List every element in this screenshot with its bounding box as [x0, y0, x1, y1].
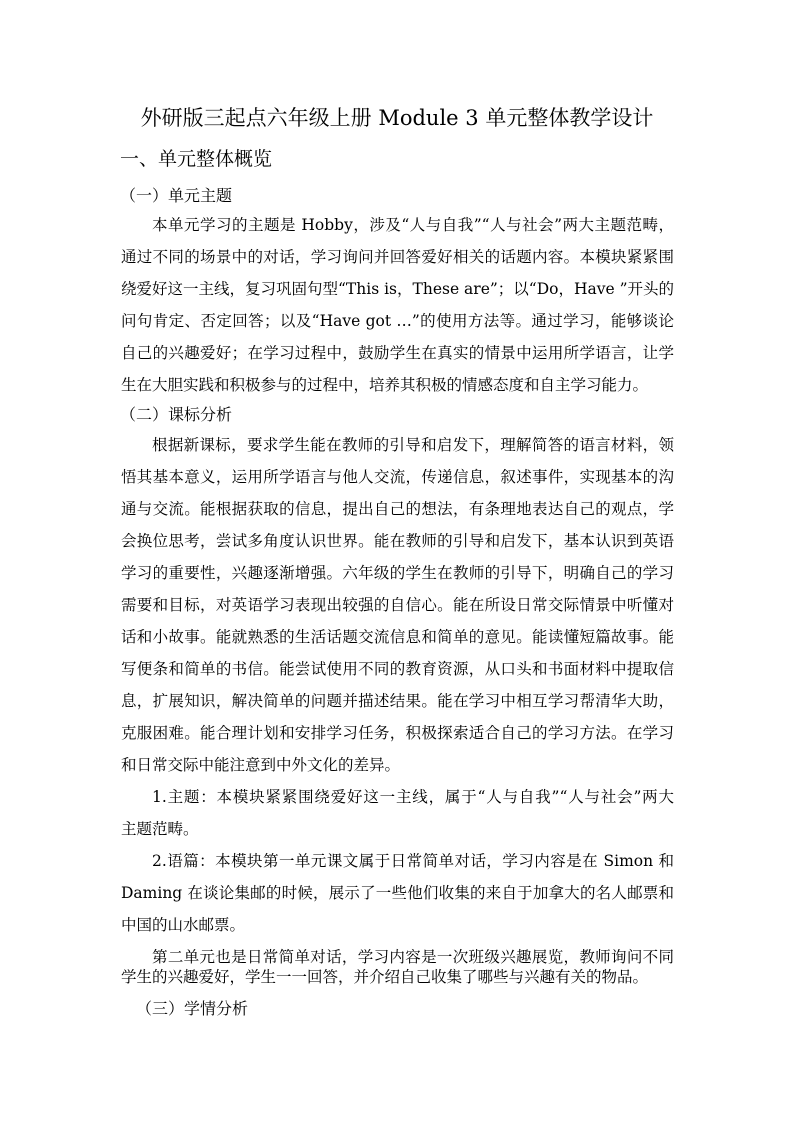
paragraph-line: 本单元学习的主题是 Hobby，涉及“人与自我”“人与社会”两大主题范畴， — [152, 216, 674, 234]
subsection-heading-curriculum: （二）课标分析 — [120, 405, 233, 424]
paragraph-line: 会换位思考，尝试多角度认识世界。能在教师的引导和启发下，基本认识到英语 — [121, 532, 674, 550]
paragraph-line: 主题范畴。 — [121, 820, 199, 838]
paragraph-line: 话和小故事。能就熟悉的生活话题交流信息和简单的意见。能读懂短篇故事。能 — [121, 628, 674, 646]
paragraph-line: 学生的兴趣爱好，学生一一回答，并介绍自己收集了哪些与兴趣有关的物品。 — [121, 968, 649, 986]
paragraph-line: 生在大胆实践和积极参与的过程中，培养其积极的情感态度和自主学习能力。 — [121, 376, 649, 394]
paragraph-line: 1.主题：本模块紧紧围绕爱好这一主线，属于“人与自我”“人与社会”两大 — [152, 788, 674, 806]
paragraph-line: 中国的山水邮票。 — [121, 916, 246, 934]
paragraph-line: 根据新课标，要求学生能在教师的引导和启发下，理解简答的语言材料，领 — [152, 436, 674, 454]
paragraph-line: 自己的兴趣爱好；在学习过程中，鼓励学生在真实的情景中运用所学语言，让学 — [121, 344, 674, 362]
paragraph-line: 第二单元也是日常简单对话，学习内容是一次班级兴趣展览，教师询问不同 — [152, 948, 674, 966]
paragraph-line: 克服困难。能合理计划和安排学习任务，积极探索适合自己的学习方法。在学习 — [121, 724, 674, 742]
subsection-heading-theme: （一）单元主题 — [120, 186, 233, 205]
paragraph-line: Daming 在谈论集邮的时候，展示了一些他们收集的来自于加拿大的名人邮票和 — [121, 884, 674, 902]
paragraph-line: 息，扩展知识，解决简单的问题并描述结果。能在学习中相互学习帮清华大助， — [121, 692, 674, 710]
paragraph-line: 通过不同的场景中的对话，学习询问并回答爱好相关的话题内容。本模块紧紧围 — [121, 248, 674, 266]
paragraph-line: 悟其基本意义，运用所学语言与他人交流，传递信息，叙述事件，实现基本的沟 — [121, 468, 674, 486]
paragraph-line: 写便条和简单的书信。能尝试使用不同的教育资源，从口头和书面材料中提取信 — [121, 660, 674, 678]
paragraph-line: 通与交流。能根据获取的信息，提出自己的想法，有条理地表达自己的观点，学 — [121, 500, 674, 518]
subsection-heading-learner-analysis: （三）学情分析 — [136, 999, 249, 1018]
section-heading-overview: 一、单元整体概览 — [120, 148, 273, 170]
document-title: 外研版三起点六年级上册 Module 3 单元整体教学设计 — [140, 106, 654, 130]
paragraph-line: 需要和目标，对英语学习表现出较强的自信心。能在所设日常交际情景中听懂对 — [121, 596, 674, 614]
paragraph-line: 2.语篇：本模块第一单元课文属于日常简单对话，学习内容是在 Simon 和 — [152, 852, 674, 870]
paragraph-line: 和日常交际中能注意到中外文化的差异。 — [121, 756, 401, 774]
paragraph-line: 学习的重要性，兴趣逐渐增强。六年级的学生在教师的引导下，明确自己的学习 — [121, 564, 674, 582]
paragraph-line: 绕爱好这一主线，复习巩固句型“This is，These are”；以“Do，Have ”开头的 — [121, 280, 675, 298]
paragraph-line: 问句肯定、否定回答；以及“Have got …”的使用方法等。通过学习，能够谈论 — [121, 312, 674, 330]
